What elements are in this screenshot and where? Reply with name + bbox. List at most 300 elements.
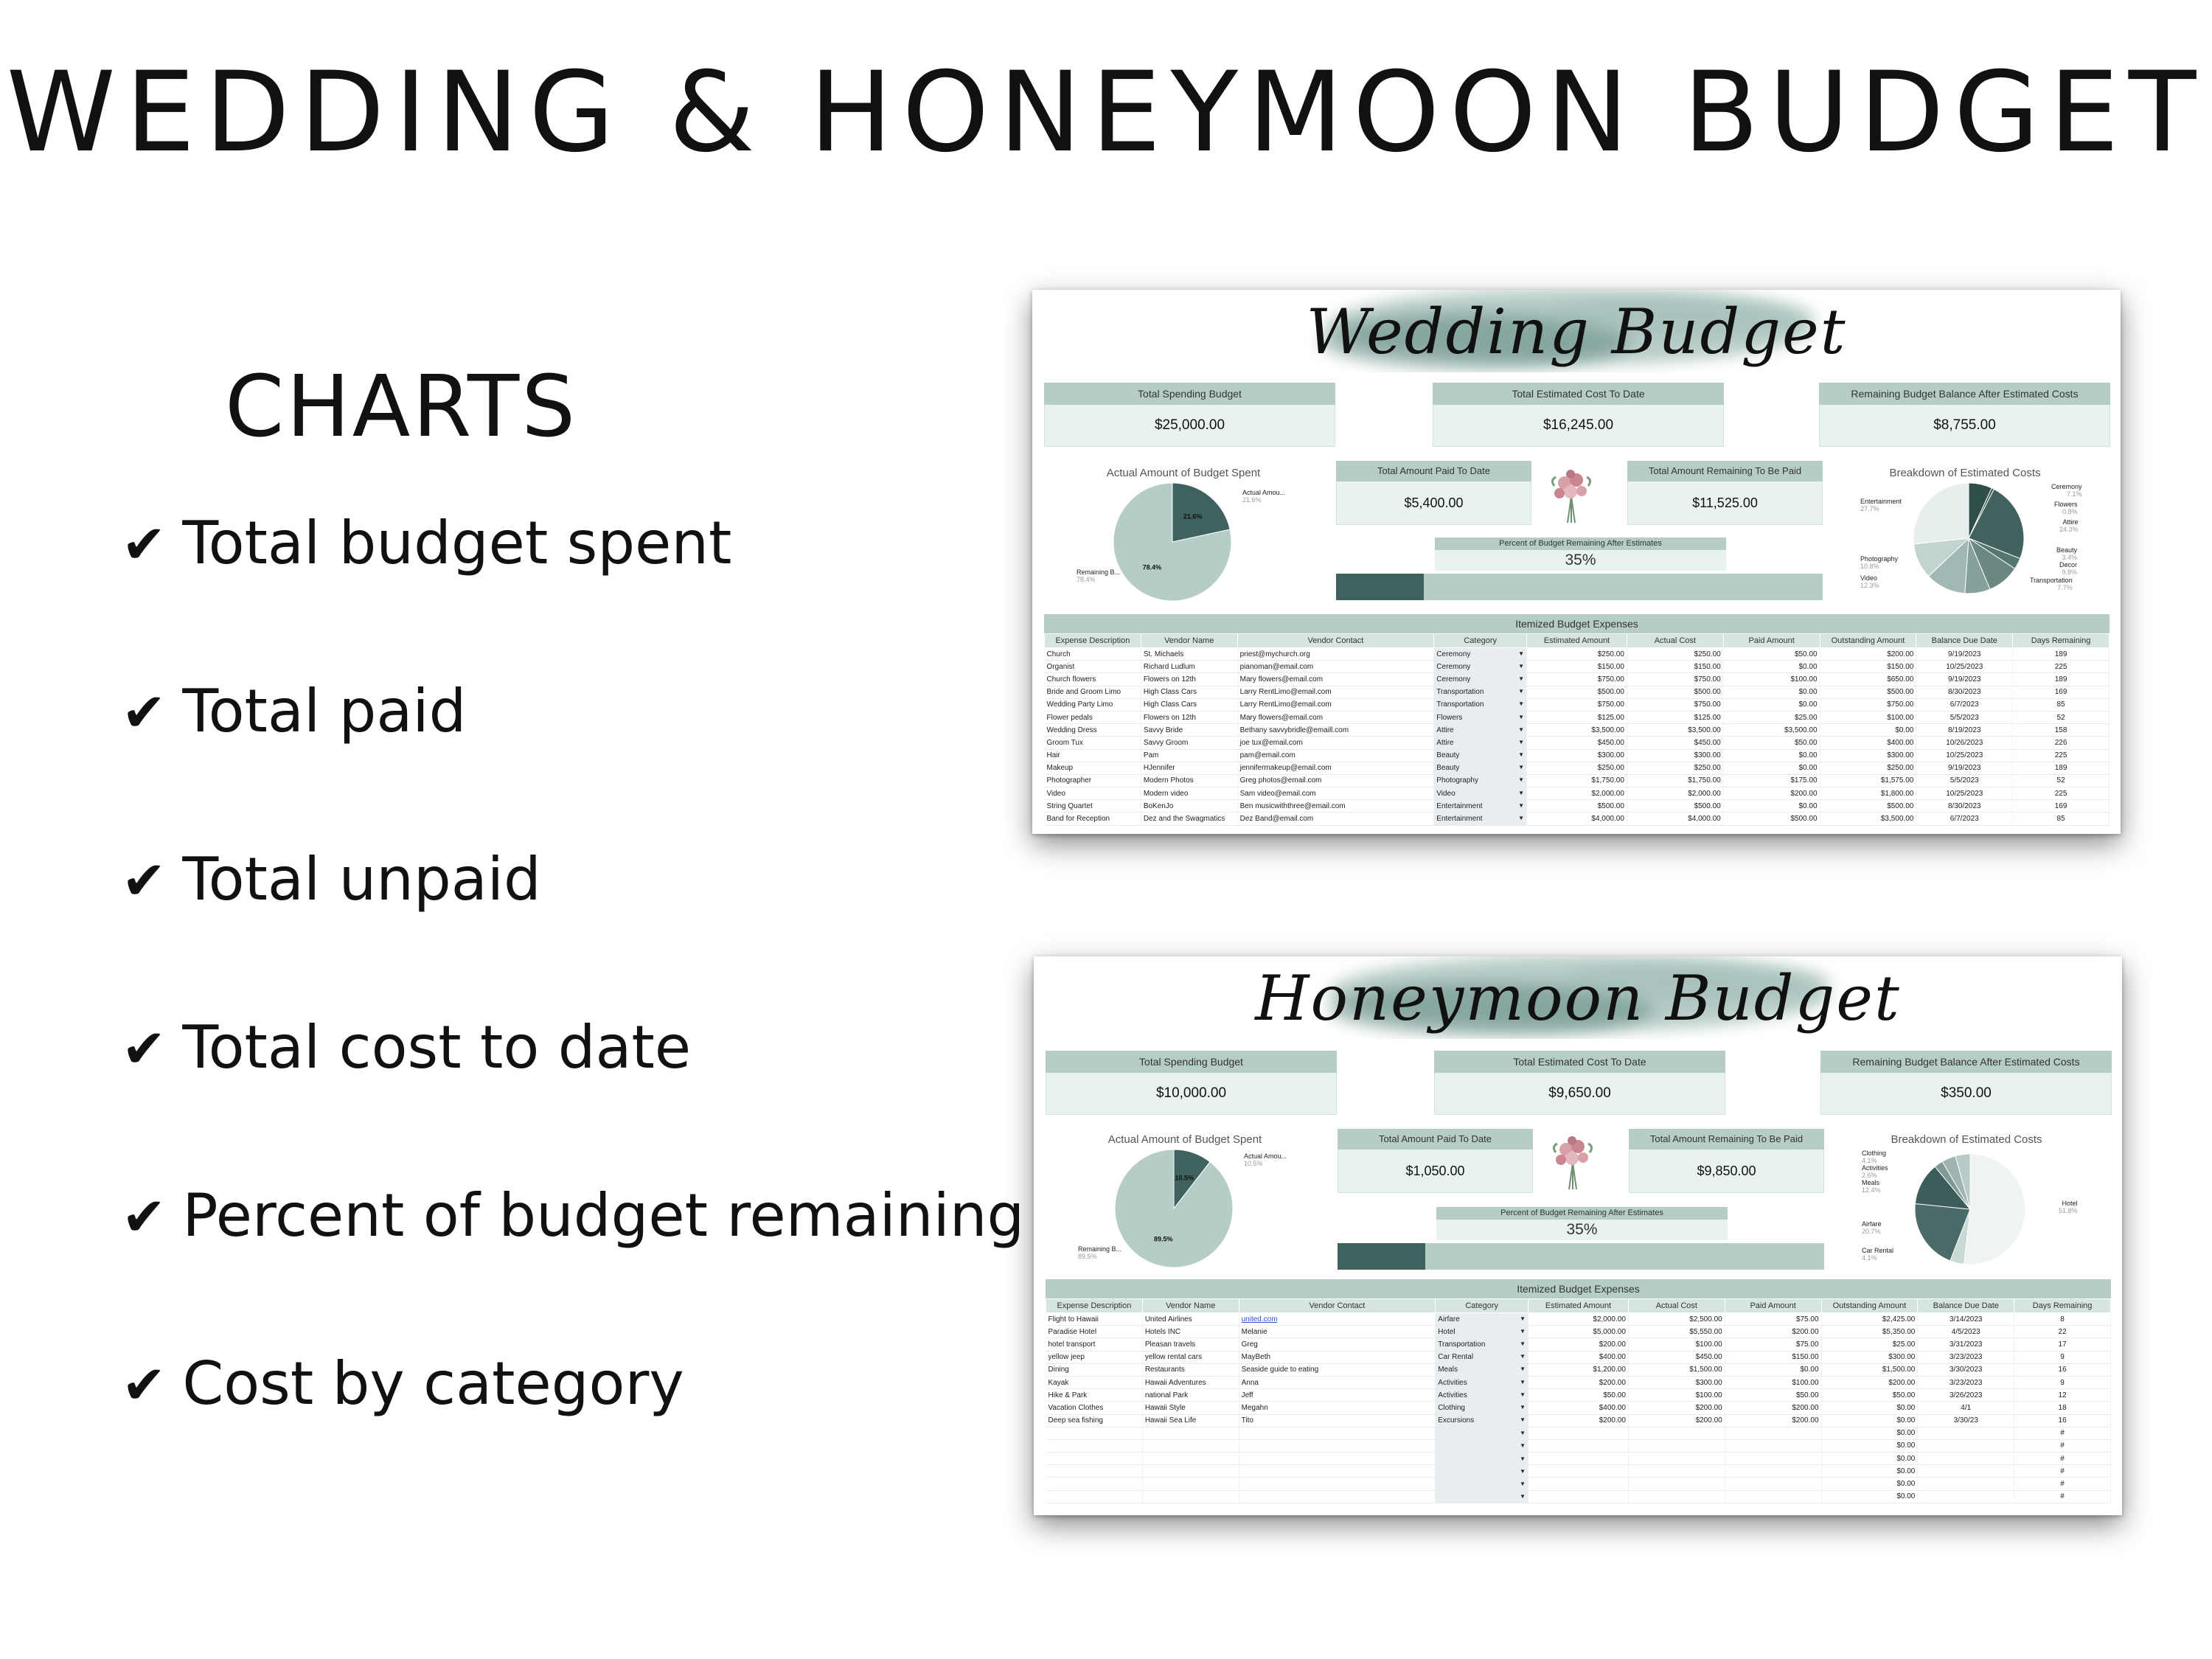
itemized-expenses-table: [1044, 633, 2110, 826]
category-dropdown[interactable]: [1436, 1389, 1528, 1402]
table-row: [1046, 1465, 2111, 1478]
table-cell: 5/5/2023: [1916, 774, 2013, 787]
pie-slice-label: [2056, 546, 2077, 561]
slice-value: 24.3%: [2059, 526, 2079, 533]
table-cell: $200.00: [1528, 1414, 1629, 1427]
table-cell: Band for Reception: [1045, 813, 1141, 825]
table-cell: [1239, 1427, 1436, 1439]
table-cell: $2,000.00: [1627, 787, 1723, 800]
table-cell: $150.00: [1725, 1351, 1821, 1363]
table-cell: $3,500.00: [1627, 724, 1723, 737]
table-cell: $400.00: [1820, 737, 1916, 749]
bouquet-icon: [1548, 467, 1594, 524]
table-cell: [1628, 1439, 1725, 1452]
table-cell: 189: [2013, 762, 2110, 774]
table-row: [1045, 661, 2110, 673]
table-cell: $0.00: [1723, 800, 1820, 813]
category-dropdown[interactable]: [1436, 1363, 1528, 1376]
slice-name: Car Rental: [1862, 1247, 1894, 1254]
category-dropdown[interactable]: [1436, 1402, 1528, 1414]
remaining-balance-card: [1819, 383, 2110, 447]
category-value: Flowers: [1436, 713, 1463, 722]
checkmark-icon: ✔: [122, 849, 167, 911]
pie-legend-label: [1242, 489, 1285, 504]
table-cell: 10/26/2023: [1916, 737, 2013, 749]
table-cell: Bride and Groom Limo: [1045, 686, 1141, 698]
table-cell: 158: [2013, 724, 2110, 737]
table-cell: $1,500.00: [1821, 1363, 1918, 1376]
slice-name: Flowers: [2054, 501, 2078, 508]
table-cell: 3/30/2023: [1918, 1363, 2014, 1376]
table-cell: [1142, 1453, 1239, 1465]
table-cell: 3/23/2023: [1918, 1376, 2014, 1388]
table-cell: Deep sea fishing: [1046, 1414, 1143, 1427]
category-value: Hotel: [1438, 1327, 1455, 1336]
category-dropdown[interactable]: [1436, 1453, 1528, 1465]
slice-name: Video: [1860, 574, 1877, 582]
slice-value: 9.8%: [2062, 568, 2078, 576]
dropdown-arrow-icon: ▼: [1520, 1481, 1526, 1488]
table-row: [1046, 1313, 2111, 1326]
table-cell: $250.00: [1627, 762, 1723, 774]
table-row: [1045, 800, 2110, 813]
table-cell: [1046, 1478, 1143, 1490]
table-cell: $50.00: [1528, 1389, 1629, 1402]
dropdown-arrow-icon: ▼: [1520, 1467, 1526, 1475]
table-cell: Seaside guide to eating: [1239, 1363, 1436, 1376]
table-row: [1046, 1363, 2111, 1376]
table-cell: $150.00: [1820, 661, 1916, 673]
pie-slice-label: [1862, 1179, 1881, 1194]
checkmark-icon: ✔: [122, 1354, 167, 1416]
table-row: [1046, 1376, 2111, 1388]
table-cell: 10/25/2023: [1916, 661, 2013, 673]
card-value: 35%: [1436, 1220, 1728, 1240]
legend-name: Remaining B...: [1077, 568, 1121, 576]
table-cell: national Park: [1142, 1389, 1239, 1402]
pie-slice-label: [2054, 501, 2078, 515]
pie-slice-label: [2030, 577, 2073, 591]
category-value: Transportation: [1436, 688, 1484, 697]
card-label: Remaining Budget Balance After Estimated Costs: [1820, 1051, 2112, 1073]
paid-to-date-card: [1338, 1129, 1533, 1193]
category-value: Attire: [1436, 738, 1454, 747]
table-cell: yellow jeep: [1046, 1351, 1143, 1363]
table-cell: $0.00: [1821, 1414, 1918, 1427]
legend-value: 89.5%: [1078, 1253, 1097, 1260]
pie-data-label: 78.4%: [1142, 563, 1162, 571]
category-value: Entertainment: [1436, 815, 1483, 824]
table-cell: $250.00: [1527, 648, 1627, 661]
card-value: 35%: [1435, 550, 1726, 571]
feature-label: Cost by category: [182, 1349, 684, 1418]
table-cell: [1528, 1439, 1629, 1452]
table-cell: [1528, 1427, 1629, 1439]
table-cell: $100.00: [1723, 673, 1820, 686]
category-dropdown[interactable]: [1436, 1376, 1528, 1388]
category-dropdown[interactable]: [1434, 787, 1527, 800]
slice-name: Activities: [1862, 1164, 1888, 1172]
table-cell: 6/7/2023: [1916, 698, 2013, 711]
category-value: Beauty: [1436, 751, 1460, 760]
table-cell: $300.00: [1628, 1376, 1725, 1388]
table-cell: [1239, 1465, 1436, 1478]
table-cell: $100.00: [1820, 711, 1916, 723]
table-cell: Pleasan travels: [1142, 1338, 1239, 1351]
dropdown-arrow-icon: ▼: [1518, 675, 1525, 682]
table-row: [1045, 686, 2110, 698]
table-cell: Flowers on 12th: [1141, 711, 1237, 723]
card-value: $25,000.00: [1044, 405, 1335, 447]
table-cell: [1239, 1453, 1436, 1465]
category-dropdown[interactable]: [1434, 800, 1527, 813]
column-header: Vendor Contact: [1237, 634, 1434, 648]
table-title: Itemized Budget Expenses: [1044, 614, 2110, 633]
table-cell: High Class Cars: [1141, 698, 1237, 711]
column-header: Category: [1436, 1299, 1528, 1313]
table-cell: [1725, 1427, 1821, 1439]
table-cell: $200.00: [1528, 1376, 1629, 1388]
table-cell: $400.00: [1528, 1351, 1629, 1363]
table-cell: $5,550.00: [1628, 1326, 1725, 1338]
table-cell: 226: [2013, 737, 2110, 749]
category-dropdown[interactable]: [1434, 774, 1527, 787]
table-cell: 3/30/23: [1918, 1414, 2014, 1427]
category-dropdown[interactable]: [1436, 1439, 1528, 1452]
category-dropdown[interactable]: [1436, 1414, 1528, 1427]
table-row: [1045, 648, 2110, 661]
table-cell: Restaurants: [1142, 1363, 1239, 1376]
table-cell: yellow rental cars: [1142, 1351, 1239, 1363]
table-cell: [1528, 1490, 1629, 1503]
slice-name: Meals: [1862, 1179, 1880, 1186]
table-cell: [1046, 1465, 1143, 1478]
table-cell: $300.00: [1627, 749, 1723, 762]
table-cell: 189: [2013, 648, 2110, 661]
table-cell: Vacation Clothes: [1046, 1402, 1143, 1414]
column-header: Vendor Contact: [1239, 1299, 1436, 1313]
table-cell: Hawaii Adventures: [1142, 1376, 1239, 1388]
category-dropdown[interactable]: [1436, 1427, 1528, 1439]
feature-label: Total cost to date: [182, 1013, 692, 1082]
table-cell: $200.00: [1528, 1338, 1629, 1351]
table-cell: $25.00: [1723, 711, 1820, 723]
remaining-to-pay-card: [1629, 1129, 1824, 1193]
dropdown-arrow-icon: ▼: [1518, 751, 1525, 759]
table-cell: Modern video: [1141, 787, 1237, 800]
table-cell: $1,575.00: [1820, 774, 1916, 787]
table-row: [1046, 1414, 2111, 1427]
table-cell: Hawaii Sea Life: [1142, 1414, 1239, 1427]
table-cell: $200.00: [1628, 1402, 1725, 1414]
slice-name: Transportation: [2030, 577, 2073, 584]
table-cell: $300.00: [1527, 749, 1627, 762]
card-label: Total Estimated Cost To Date: [1433, 383, 1724, 405]
table-cell: 8/19/2023: [1916, 724, 2013, 737]
category-dropdown[interactable]: [1434, 762, 1527, 774]
slice-name: Hotel: [2062, 1200, 2078, 1207]
table-cell: $0.00: [1723, 698, 1820, 711]
table-cell: $125.00: [1627, 711, 1723, 723]
legend-value: 10.5%: [1244, 1160, 1263, 1167]
checkmark-icon: ✔: [122, 1186, 167, 1248]
table-row: [1046, 1338, 2111, 1351]
table-header-row: [1046, 1299, 2111, 1313]
feature-list: [122, 509, 1024, 1517]
table-cell: 8/30/2023: [1916, 800, 2013, 813]
table-cell: $1,750.00: [1527, 774, 1627, 787]
table-cell: [1142, 1427, 1239, 1439]
feature-item: [122, 677, 1024, 845]
table-cell: United Airlines: [1142, 1313, 1239, 1326]
breakdown-chart-title: Breakdown of Estimated Costs: [1891, 1133, 2042, 1146]
table-cell: $125.00: [1527, 711, 1627, 723]
sheet-title: Honeymoon Budget: [1255, 962, 1901, 1034]
table-cell: $2,425.00: [1821, 1313, 1918, 1326]
table-cell: $2,500.00: [1628, 1313, 1725, 1326]
card-value: $1,050.00: [1338, 1150, 1533, 1193]
pie-slice-label: [1860, 555, 1898, 570]
table-cell: Melanie: [1239, 1326, 1436, 1338]
table-cell: High Class Cars: [1141, 686, 1237, 698]
category-dropdown[interactable]: [1434, 648, 1527, 661]
table-cell: $450.00: [1628, 1351, 1725, 1363]
table-cell: $1,750.00: [1627, 774, 1723, 787]
paid-to-date-card: [1336, 461, 1531, 525]
category-value: Activities: [1438, 1391, 1467, 1399]
category-value: Airfare: [1438, 1315, 1460, 1324]
table-row: [1045, 762, 2110, 774]
slice-value: 10.8%: [1860, 563, 1879, 570]
table-cell: $3,500.00: [1723, 724, 1820, 737]
slice-value: 3.4%: [2062, 554, 2078, 561]
feature-item: [122, 1013, 1024, 1181]
dropdown-arrow-icon: ▼: [1518, 688, 1525, 695]
dropdown-arrow-icon: ▼: [1520, 1327, 1526, 1335]
table-cell: Greg photos@email.com: [1237, 774, 1434, 787]
column-header: Category: [1434, 634, 1527, 648]
table-cell: 22: [2014, 1326, 2111, 1338]
table-cell: St. Michaels: [1141, 648, 1237, 661]
table-cell: BoKenJo: [1141, 800, 1237, 813]
remaining-balance-card: [1820, 1051, 2112, 1115]
category-dropdown[interactable]: [1436, 1478, 1528, 1490]
table-cell: Church: [1045, 648, 1141, 661]
table-cell: $0.00: [1821, 1490, 1918, 1503]
table-cell: Organist: [1045, 661, 1141, 673]
slice-value: 4.1%: [1862, 1254, 1877, 1262]
dropdown-arrow-icon: ▼: [1518, 776, 1525, 784]
percent-remaining-card: [1436, 1207, 1728, 1240]
itemized-expenses-table: [1046, 1298, 2111, 1503]
table-cell: Bethany savvybridle@emaill.com: [1237, 724, 1434, 737]
slice-value: 27.7%: [1860, 505, 1879, 512]
table-cell: $450.00: [1627, 737, 1723, 749]
slice-value: 20.7%: [1862, 1228, 1881, 1235]
category-dropdown[interactable]: [1434, 661, 1527, 673]
category-dropdown[interactable]: [1434, 686, 1527, 698]
checkmark-icon: ✔: [122, 513, 167, 575]
legend-name: Remaining B...: [1078, 1245, 1122, 1253]
category-dropdown[interactable]: [1434, 698, 1527, 711]
table-cell: $1,800.00: [1820, 787, 1916, 800]
category-dropdown[interactable]: [1436, 1465, 1528, 1478]
total-spending-card: [1044, 383, 1335, 447]
card-label: Total Amount Paid To Date: [1338, 1129, 1533, 1150]
table-cell: $500.00: [1723, 813, 1820, 825]
table-cell: $750.00: [1527, 698, 1627, 711]
card-label: Total Amount Paid To Date: [1336, 461, 1531, 481]
table-cell: Paradise Hotel: [1046, 1326, 1143, 1338]
pie-slice-label: [1862, 1220, 1882, 1235]
category-dropdown[interactable]: [1434, 749, 1527, 762]
pie-data-label: 21.6%: [1183, 512, 1203, 521]
table-cell: jennifermakeup@email.com: [1237, 762, 1434, 774]
table-cell: [1628, 1478, 1725, 1490]
category-dropdown[interactable]: [1436, 1313, 1528, 1326]
pie-slice-label: [1860, 574, 1879, 589]
dropdown-arrow-icon: ▼: [1518, 662, 1525, 669]
table-row: [1045, 787, 2110, 800]
table-cell: pianoman@email.com: [1237, 661, 1434, 673]
category-value: Attire: [1436, 726, 1454, 734]
dropdown-arrow-icon: ▼: [1520, 1403, 1526, 1411]
table-cell: [1142, 1478, 1239, 1490]
category-dropdown[interactable]: [1436, 1490, 1528, 1503]
table-cell: pam@email.com: [1237, 749, 1434, 762]
legend-name: Actual Amou...: [1244, 1152, 1287, 1160]
legend-name: Actual Amou...: [1242, 489, 1286, 496]
table-cell: 225: [2013, 661, 2110, 673]
table-cell: Ben musicwiththree@email.com: [1237, 800, 1434, 813]
column-header: Days Remaining: [2014, 1299, 2111, 1313]
pie-slice-label: [2051, 483, 2082, 498]
table-cell: [1918, 1453, 2014, 1465]
table-cell: [1725, 1490, 1821, 1503]
table-cell: $0.00: [1723, 749, 1820, 762]
table-cell: Savvy Groom: [1141, 737, 1237, 749]
table-header-row: [1045, 634, 2110, 648]
table-row: [1046, 1389, 2111, 1402]
dropdown-arrow-icon: ▼: [1518, 713, 1525, 720]
card-value: $11,525.00: [1627, 481, 1823, 525]
spent-chart-title: Actual Amount of Budget Spent: [1106, 467, 1261, 479]
feature-label: Total budget spent: [182, 509, 732, 577]
table-cell: $50.00: [1821, 1389, 1918, 1402]
table-cell: $25.00: [1821, 1338, 1918, 1351]
column-header: Vendor Name: [1141, 634, 1237, 648]
table-cell: Greg: [1239, 1338, 1436, 1351]
table-cell: [1918, 1465, 2014, 1478]
slice-name: Airfare: [1862, 1220, 1882, 1228]
category-dropdown[interactable]: [1434, 724, 1527, 737]
pie-data-label: 10.5%: [1175, 1174, 1194, 1182]
table-cell: [1918, 1490, 2014, 1503]
dropdown-arrow-icon: ▼: [1518, 700, 1525, 708]
table-cell: Wedding Dress: [1045, 724, 1141, 737]
table-cell: 9/19/2023: [1916, 762, 2013, 774]
category-value: Ceremony: [1436, 662, 1471, 671]
table-cell: 12: [2014, 1389, 2111, 1402]
category-dropdown[interactable]: [1434, 673, 1527, 686]
table-cell: 10/25/2023: [1916, 749, 2013, 762]
category-dropdown[interactable]: [1434, 711, 1527, 723]
slice-value: 7.1%: [2067, 490, 2082, 498]
table-cell: $500.00: [1820, 800, 1916, 813]
table-cell: $175.00: [1723, 774, 1820, 787]
table-cell: $200.00: [1820, 648, 1916, 661]
table-cell: [1239, 1490, 1436, 1503]
table-cell: $450.00: [1527, 737, 1627, 749]
table-cell: $2,000.00: [1528, 1313, 1629, 1326]
vendor-link[interactable]: united.com: [1241, 1315, 1278, 1324]
card-value: $16,245.00: [1433, 405, 1724, 447]
category-dropdown[interactable]: [1436, 1326, 1528, 1338]
table-row: [1045, 774, 2110, 787]
table-cell: Jeff: [1239, 1389, 1436, 1402]
column-header: Estimated Amount: [1528, 1299, 1629, 1313]
table-cell: 225: [2013, 787, 2110, 800]
category-dropdown[interactable]: [1434, 813, 1527, 825]
dropdown-arrow-icon: ▼: [1520, 1416, 1526, 1424]
table-cell: #: [2014, 1490, 2111, 1503]
budget-spent-pie-chart: [1113, 483, 1231, 601]
budget-spent-pie-chart: [1115, 1150, 1233, 1267]
table-cell: Pam: [1141, 749, 1237, 762]
table-cell: [1918, 1427, 2014, 1439]
section-heading: CHARTS: [225, 358, 578, 456]
pie-legend-label: [1244, 1152, 1287, 1167]
category-dropdown[interactable]: [1436, 1351, 1528, 1363]
checkmark-icon: ✔: [122, 681, 167, 743]
table-cell: [1239, 1478, 1436, 1490]
slice-name: Decor: [2059, 561, 2078, 568]
table-row: [1046, 1326, 2111, 1338]
table-cell: #: [2014, 1465, 2111, 1478]
slice-name: Entertainment: [1860, 498, 1902, 505]
table-cell: 4/5/2023: [1918, 1326, 2014, 1338]
table-cell: [1142, 1465, 1239, 1478]
table-cell: [1725, 1478, 1821, 1490]
card-label: Total Amount Remaining To Be Paid: [1627, 461, 1823, 481]
table-cell: Hike & Park: [1046, 1389, 1143, 1402]
slice-name: Photography: [1860, 555, 1899, 563]
table-cell: Anna: [1239, 1376, 1436, 1388]
table-cell: [1628, 1490, 1725, 1503]
percent-remaining-bar-fill: [1336, 574, 1424, 600]
card-label: Total Spending Budget: [1044, 383, 1335, 405]
table-cell: Flower pedals: [1045, 711, 1141, 723]
table-cell: $1,200.00: [1528, 1363, 1629, 1376]
card-label: Percent of Budget Remaining After Estimates: [1435, 538, 1726, 550]
checkmark-icon: ✔: [122, 1018, 167, 1079]
table-cell: $150.00: [1627, 661, 1723, 673]
slice-value: 12.4%: [1862, 1186, 1881, 1194]
table-cell: hotel transport: [1046, 1338, 1143, 1351]
table-cell: $50.00: [1723, 648, 1820, 661]
card-label: Remaining Budget Balance After Estimated Costs: [1819, 383, 2110, 405]
table-cell: 85: [2013, 813, 2110, 825]
breakdown-chart-title: Breakdown of Estimated Costs: [1889, 467, 2041, 479]
slice-value: 4.1%: [1862, 1157, 1877, 1164]
feature-item: [122, 1181, 1024, 1349]
table-cell: 3/31/2023: [1918, 1338, 2014, 1351]
category-dropdown[interactable]: [1436, 1338, 1528, 1351]
category-dropdown[interactable]: [1434, 737, 1527, 749]
table-cell: #: [2014, 1439, 2111, 1452]
dropdown-arrow-icon: ▼: [1520, 1340, 1526, 1347]
legend-value: 78.4%: [1077, 576, 1096, 583]
